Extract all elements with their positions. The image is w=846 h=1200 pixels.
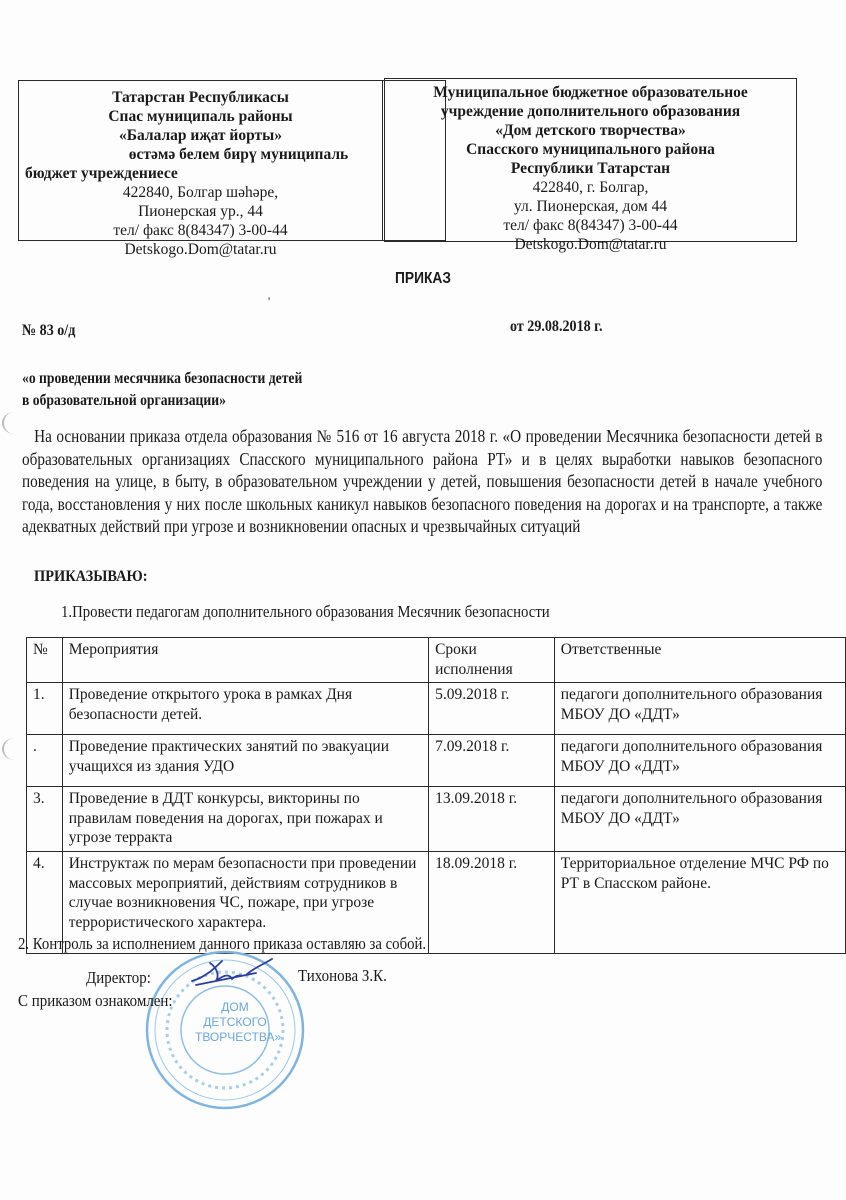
director-name: Тихонова З.К. — [298, 966, 387, 985]
header-cell-deadline: Сроки исполнения — [429, 638, 555, 683]
stray-mark: ' — [268, 294, 271, 308]
header-table-left-frame — [18, 80, 446, 258]
header-left-line: өстәмә белем бирү муниципаль — [128, 146, 349, 163]
header-cell-responsible: Ответственные — [554, 638, 845, 683]
row-responsible: Территориальное отделение МЧС РФ по РТ в Спасском районе. — [554, 851, 845, 953]
document-title: ПРИКАЗ — [395, 270, 451, 287]
header-right-line: Муниципальное бюджетное образовательное — [433, 84, 748, 101]
stamp-line: ДЕТСКОГО — [203, 1015, 267, 1029]
subject-line: в образовательной организации» — [22, 392, 226, 409]
header-right-line: Республики Татарстан — [510, 160, 671, 177]
row-date: 13.09.2018 г. — [429, 787, 555, 852]
row-number: . — [27, 735, 63, 787]
row-event: Проведение практических занятий по эвакуации учащихся из здания УДО — [62, 735, 428, 787]
header-right-address: 422840, г. Болгар, — [532, 179, 649, 196]
preamble-paragraph — [22, 425, 822, 538]
row-number: 4. — [27, 851, 63, 953]
header-left-phone: тел/ факс 8(84347) 3-00-44 — [113, 222, 288, 239]
row-date: 18.09.2018 г. — [429, 851, 555, 953]
row-event: Проведение в ДДТ конкурсы, викторины по правилам поведения на дорогах, при пожарах и угрозе терракта — [62, 787, 428, 852]
table-row — [27, 683, 846, 735]
stamp-line: ТВОРЧЕСТВА» — [195, 1030, 282, 1044]
row-date: 5.09.2018 г. — [429, 683, 555, 735]
row-number: 1. — [27, 683, 63, 735]
header-left-line: Татарстан Республикасы — [112, 89, 289, 106]
order-number: № 83 о/д — [22, 322, 76, 339]
director-label: Директор: — [86, 968, 151, 987]
header-left-street: Пионерская ур., 44 — [138, 203, 263, 220]
row-responsible: педагоги дополнительного образования МБОУ ДО «ДДТ» — [554, 787, 845, 852]
row-responsible: педагоги дополнительного образования МБОУ ДО «ДДТ» — [554, 683, 845, 735]
events-table — [26, 637, 846, 954]
header-left-address: 422840, Болгар шәһәре, — [122, 184, 279, 201]
table-row — [27, 787, 846, 852]
order-subject — [22, 368, 302, 412]
header-left-email: Detskogo.Dom@tatar.ru — [124, 241, 277, 258]
header-cell-number: № — [27, 638, 63, 683]
punch-hole-mark — [2, 738, 26, 760]
table-row — [27, 735, 846, 787]
row-event: Инструктаж по мерам безопасности при проведении массовых мероприятий, действиям сотрудников в случае возникновения ЧС, пожаре, при угрозе террористического характера. — [62, 851, 428, 953]
header-left-line: «Балалар иҗат йорты» — [119, 127, 282, 144]
header-right-line: Спасского муниципального района — [466, 141, 715, 158]
row-event: Проведение открытого урока в рамках Дня безопасности детей. — [62, 683, 428, 735]
orders-heading: ПРИКАЗЫВАЮ: — [34, 568, 148, 585]
order-date: от 29.08.2018 г. — [510, 318, 603, 335]
header-left-cell — [19, 81, 383, 258]
header-left-line: Спас муниципаль районы — [108, 108, 293, 125]
subject-line: «о проведении месячника безопасности детей — [22, 370, 303, 387]
header-right-cell — [384, 78, 797, 253]
header-right-line: учреждение дополнительного образования — [440, 103, 741, 120]
header-right-street: ул. Пионерская, дом 44 — [513, 198, 668, 215]
table-header-row — [27, 638, 846, 683]
header-cell-event: Мероприятия — [62, 638, 428, 683]
row-number: 3. — [27, 787, 63, 852]
header-right-line: «Дом детского творчества» — [495, 122, 686, 139]
stamp-line: ДОМ — [221, 1000, 249, 1014]
acknowledgement-label: С приказом ознакомлен: — [18, 991, 173, 1010]
order-item-2: 2. Контроль за исполнением данного приказа оставляю за собой. — [18, 934, 427, 953]
row-responsible: педагоги дополнительного образования МБОУ ДО «ДДТ» — [554, 735, 845, 787]
stamp-center-text — [195, 1000, 282, 1045]
header-right-phone: тел/ факс 8(84347) 3-00-44 — [503, 217, 678, 234]
signature-icon — [186, 955, 276, 991]
order-item-1: 1.Провести педагогам дополнительного образования Месячник безопасности — [61, 602, 550, 621]
row-date: 7.09.2018 г. — [429, 735, 555, 787]
header-left-line: бюджет учреждениесе — [25, 165, 178, 182]
preamble-text: На основании приказа отдела образования № 516 от 16 августа 2018 г. «О проведении Месячника безопасности детей в образовательных организациях Спасского муниципального района РТ» и в целях выработки навыков безопасного поведения на улице, в быту, в образовательном учреждении у детей, повышения безопасности детей в начале учебного года, восстановления у них после школьных каникул навыков безопасного поведения на дорогах и на транспорте, а также адекватных действий при угрозе и возникновении опасных и чрезвычайных ситуаций — [22, 426, 823, 537]
header-right-email: Detskogo.Dom@tatar.ru — [514, 236, 667, 253]
